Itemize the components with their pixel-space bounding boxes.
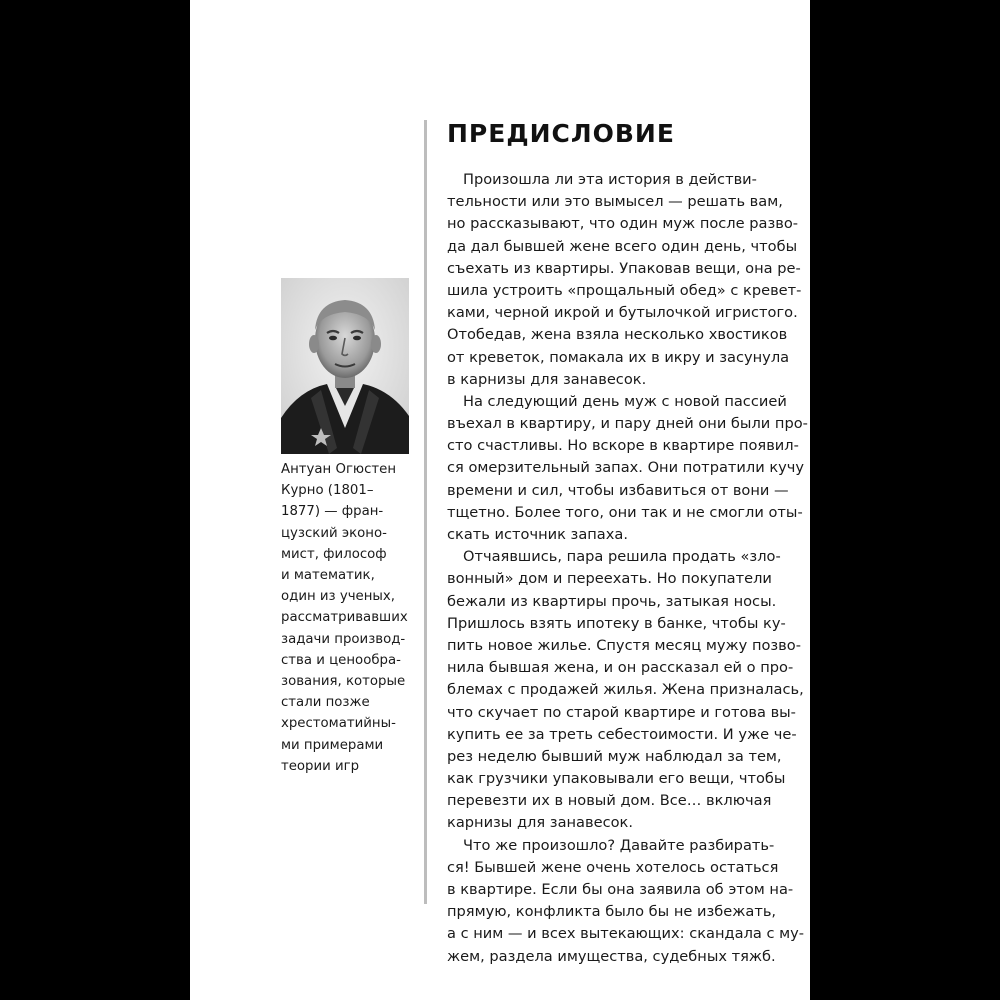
body-text: [447, 169, 808, 968]
text-line: карнизы для занавесок.: [447, 814, 633, 832]
caption-line: один из ученых,: [281, 589, 396, 605]
text-line: Отчаявшись, пара решила продать «зло-: [463, 548, 781, 566]
text-line: въехал в квартиру, и пару дней они были про-: [447, 415, 808, 433]
text-line: но рассказывают, что один муж после разво-: [447, 215, 799, 233]
text-line: шила устроить «прощальный обед» с кревет-: [447, 281, 802, 299]
text-line: бежали из квартиры прочь, затыкая носы.: [447, 592, 777, 610]
caption-line: рассматривавших: [281, 610, 408, 626]
vertical-divider: [424, 120, 427, 904]
text-line: съехать из квартиры. Упаковав вещи, она ре-: [447, 259, 801, 277]
text-line: рез неделю бывший муж наблюдал за тем,: [447, 747, 782, 765]
caption-line: зования, которые: [281, 674, 406, 690]
text-line: Пришлось взять ипотеку в банке, чтобы ку-: [447, 614, 786, 632]
text-line: перевезти их в новый дом. Все… включая: [447, 792, 772, 810]
caption-line: 1877) — фран-: [281, 504, 384, 520]
text-line: На следующий день муж с новой пассией: [463, 392, 787, 410]
text-line: в карнизы для занавесок.: [447, 370, 647, 388]
text-line: в квартире. Если бы она заявила об этом на-: [447, 881, 794, 898]
text-line: прямую, конфликта было бы не избежать,: [447, 903, 777, 921]
caption-line: хрестоматийны-: [281, 716, 396, 732]
text-line: а с ним — и всех вытекающих: скандала с му-: [447, 925, 805, 943]
text-line: ся! Бывшей жене очень хотелось остаться: [447, 858, 779, 876]
caption-line: ми примерами: [281, 737, 384, 753]
text-line: что скучает по старой квартире и готова вы-: [447, 703, 796, 721]
caption-line: Антуан Огюстен: [281, 462, 397, 477]
text-line: ся омерзительный запах. Они потратили кучу: [447, 459, 805, 477]
text-line: сто счастливы. Но вскоре в квартире появил-: [447, 437, 799, 455]
text-line: да дал бывшей жене всего один день, чтобы: [447, 237, 798, 255]
text-line: тельности или это вымысел — решать вам,: [447, 193, 783, 211]
text-line: Произошла ли эта история в действи-: [463, 171, 757, 188]
text-line: ками, черной икрой и бутылочкой игристого.: [447, 304, 798, 322]
caption-line: ства и ценообра-: [281, 652, 401, 668]
text-line: времени и сил, чтобы избавиться от вони —: [447, 481, 789, 499]
text-line: тщетно. Более того, они так и не смогли оты-: [447, 503, 803, 521]
text-line: пить новое жилье. Спустя месяц мужу позво-: [447, 636, 801, 654]
caption-line: стали позже: [281, 695, 370, 711]
caption-line: Курно (1801–: [281, 483, 374, 499]
portrait-photo: [281, 278, 409, 454]
text-line: жем, раздела имущества, судебных тяжб.: [447, 947, 776, 965]
text-line: вонный» дом и переехать. Но покупатели: [447, 570, 772, 588]
text-line: от креветок, помакала их в икру и засунула: [447, 348, 790, 366]
caption-line: и математик,: [281, 568, 375, 584]
text-line: скать источник запаха.: [447, 526, 628, 543]
text-line: Что же произошло? Давайте разбирать-: [463, 836, 775, 854]
portrait-caption: [281, 459, 413, 777]
text-line: нила бывшая жена, и он рассказал ей о про-: [447, 659, 794, 677]
caption-line: задачи производ-: [281, 631, 406, 647]
caption-line: теории игр: [281, 758, 360, 774]
text-line: блемах с продажей жилья. Жена призналась,: [447, 681, 804, 699]
text-line: купить ее за треть себестоимости. И уже че-: [447, 725, 797, 743]
text-line: как грузчики упаковывали его вещи, чтобы: [447, 770, 786, 788]
page-title: ПРЕДИСЛОВИЕ: [447, 119, 675, 148]
caption-line: цузский эконо-: [281, 525, 387, 541]
text-line: Отобедав, жена взяла несколько хвостиков: [447, 326, 788, 344]
caption-line: мист, философ: [281, 546, 387, 562]
